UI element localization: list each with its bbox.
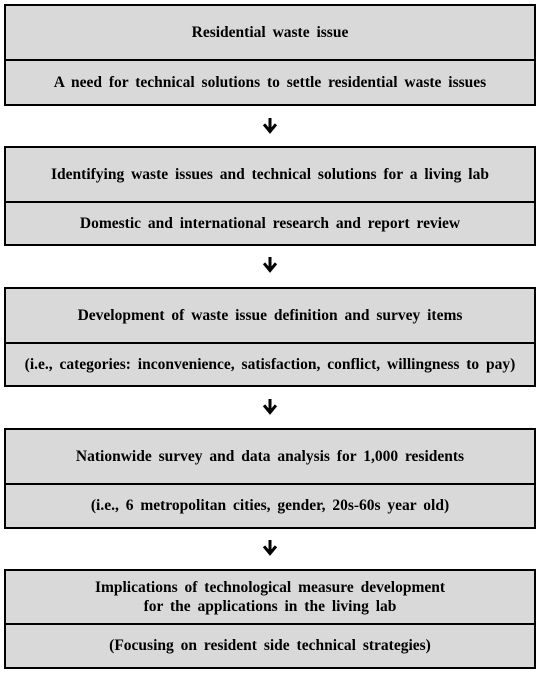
step-4-detail: (i.e., 6 metropolitan cities, gender, 20s-60s year old) xyxy=(6,483,534,527)
down-arrow-icon xyxy=(262,540,278,556)
step-2-box xyxy=(4,146,536,246)
step-2-title: Identifying waste issues and technical solutions for a living lab xyxy=(51,165,489,183)
step-5-box xyxy=(4,569,536,669)
step-5-title xyxy=(6,571,534,623)
step-4-title: Nationwide survey and data analysis for 1,000 residents xyxy=(75,447,465,465)
step-3-box xyxy=(4,287,536,387)
step-3-title: Development of waste issue definition and survey items xyxy=(77,306,463,324)
step-5-title-line2: for the applications in the living lab xyxy=(143,598,397,615)
step-1-box xyxy=(4,4,536,106)
down-arrow-icon xyxy=(262,399,278,415)
step-4-box xyxy=(4,428,536,529)
step-1-detail: A need for technical solutions to settle residential waste issues xyxy=(6,59,534,104)
step-3-detail: (i.e., categories: inconvenience, satisfaction, conflict, willingness to pay) xyxy=(6,342,534,385)
down-arrow-icon xyxy=(262,118,278,134)
step-5-title-line1: Implications of technological measure development xyxy=(94,578,446,596)
down-arrow-icon xyxy=(262,257,278,273)
step-1-title: Residential waste issue xyxy=(191,23,349,41)
step-5-detail: (Focusing on resident side technical strategies) xyxy=(6,623,534,666)
step-2-detail: Domestic and international research and report review xyxy=(6,201,534,244)
